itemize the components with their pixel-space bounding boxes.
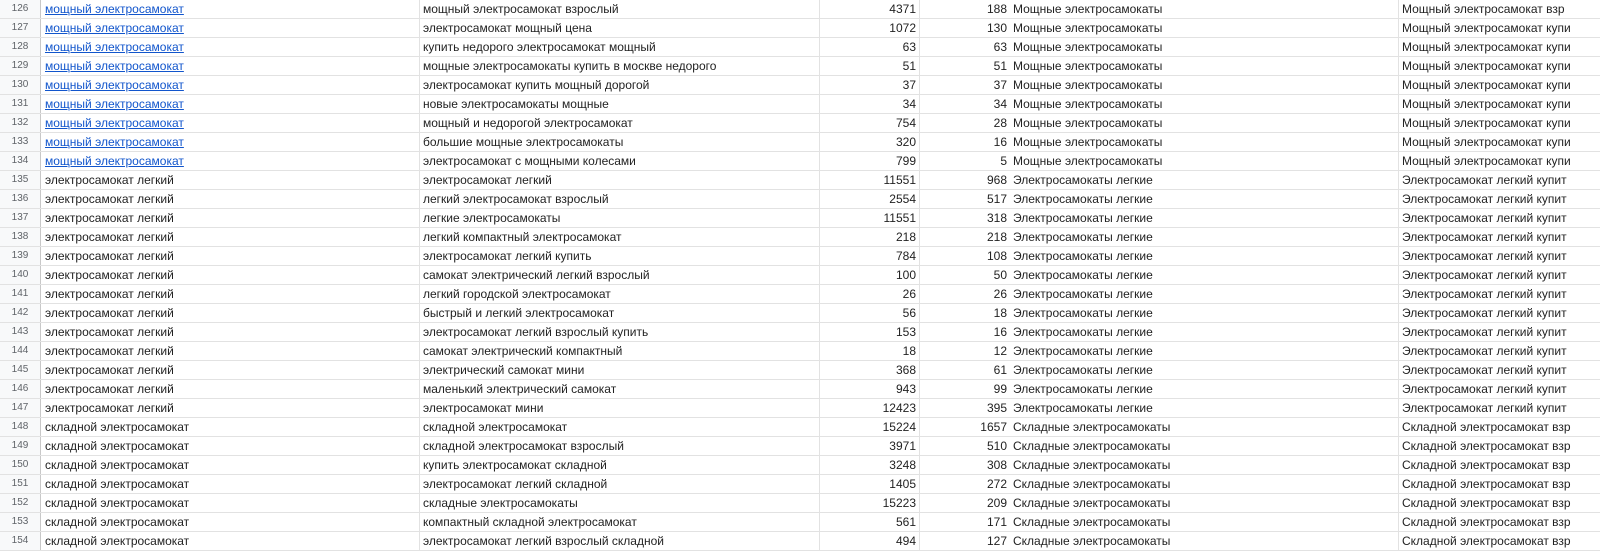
table-row	[0, 532, 1600, 551]
row-number: 144	[0, 342, 41, 360]
table-row	[0, 228, 1600, 247]
cell-frequency[interactable]: 320	[820, 133, 920, 151]
row-number: 147	[0, 399, 41, 417]
row-number: 154	[0, 532, 41, 550]
table-row	[0, 114, 1600, 133]
cell-title[interactable]: Мощный электросамокат купи	[1402, 40, 1571, 54]
cell-group-keyword[interactable]: электросамокат легкий	[41, 228, 420, 246]
table-row	[0, 38, 1600, 57]
cell-group-keyword[interactable]	[41, 57, 420, 75]
cell-title[interactable]: Электросамокат легкий купит	[1402, 344, 1567, 358]
table-row	[0, 399, 1600, 418]
cell-group-keyword[interactable]: электросамокат легкий	[41, 380, 420, 398]
cell-frequency[interactable]: 2554	[820, 190, 920, 208]
cell-exact-frequency[interactable]: 318	[986, 211, 1007, 225]
table-row	[0, 342, 1600, 361]
cell-group-keyword[interactable]: электросамокат легкий	[41, 323, 420, 341]
row-number: 130	[0, 76, 41, 94]
cell-exact-frequency[interactable]: 108	[986, 249, 1007, 263]
row-number: 138	[0, 228, 41, 246]
cell-frequency[interactable]: 1072	[820, 19, 920, 37]
cell-keyword[interactable]: электросамокат мощный цена	[420, 19, 820, 37]
cell-group-keyword[interactable]: электросамокат легкий	[41, 342, 420, 360]
cell-category[interactable]: Электросамокаты легкие	[1010, 247, 1399, 265]
cell-category[interactable]: Электросамокаты легкие	[1010, 285, 1399, 303]
cell-category[interactable]: Мощные электросамокаты	[1010, 0, 1399, 18]
cell-exact-frequency[interactable]: 50	[993, 268, 1007, 282]
cell-title[interactable]: Мощный электросамокат купи	[1402, 116, 1571, 130]
row-number: 149	[0, 437, 41, 455]
cell-category[interactable]: Электросамокаты легкие	[1010, 171, 1399, 189]
row-number: 131	[0, 95, 41, 113]
table-row	[0, 475, 1600, 494]
cell-exact-frequency[interactable]: 395	[986, 401, 1007, 415]
cell-title[interactable]: Мощный электросамокат купи	[1402, 21, 1571, 35]
cell-frequency[interactable]: 37	[820, 76, 920, 94]
cell-title[interactable]: Электросамокат легкий купит	[1402, 173, 1567, 187]
cell-title[interactable]: Складной электросамокат взр	[1402, 458, 1571, 472]
cell-category[interactable]: Складные электросамокаты	[1010, 494, 1399, 512]
cell-frequency[interactable]: 34	[820, 95, 920, 113]
cell-keyword[interactable]: складные электросамокаты	[420, 494, 820, 512]
cell-frequency[interactable]: 218	[820, 228, 920, 246]
cell-title[interactable]: Складной электросамокат взр	[1402, 496, 1571, 510]
cell-group-keyword[interactable]: электросамокат легкий	[41, 399, 420, 417]
cell-frequency[interactable]: 799	[820, 152, 920, 170]
cell-frequency[interactable]: 784	[820, 247, 920, 265]
cell-keyword[interactable]: электрический самокат мини	[420, 361, 820, 379]
cell-keyword[interactable]: складной электросамокат	[420, 418, 820, 436]
cell-keyword[interactable]: складной электросамокат взрослый	[420, 437, 820, 455]
cell-frequency[interactable]: 494	[820, 532, 920, 550]
cell-link[interactable]: мощный электросамокат	[45, 135, 184, 149]
table-row	[0, 209, 1600, 228]
cell-frequency[interactable]: 26	[820, 285, 920, 303]
cell-category[interactable]: Мощные электросамокаты	[1010, 19, 1399, 37]
cell-exact-frequency[interactable]: 510	[986, 439, 1007, 453]
cell-exact-frequency[interactable]: 1657	[980, 420, 1007, 434]
cell-group-keyword[interactable]: электросамокат легкий	[41, 247, 420, 265]
cell-group-keyword[interactable]: электросамокат легкий	[41, 285, 420, 303]
cell-group-keyword[interactable]	[41, 95, 420, 113]
cell-keyword[interactable]: электросамокат легкий купить	[420, 247, 820, 265]
cell-title[interactable]: Электросамокат легкий купит	[1402, 401, 1567, 415]
cell-group-keyword[interactable]	[41, 0, 420, 18]
table-row	[0, 304, 1600, 323]
cell-frequency[interactable]: 18	[820, 342, 920, 360]
cell-group-keyword[interactable]: складной электросамокат	[41, 456, 420, 474]
cell-title[interactable]: Складной электросамокат взр	[1402, 420, 1571, 434]
cell-exact-frequency[interactable]: 99	[993, 382, 1007, 396]
cell-group-keyword[interactable]	[41, 19, 420, 37]
cell-keyword[interactable]: электросамокат легкий	[420, 171, 820, 189]
cell-category[interactable]: Электросамокаты легкие	[1010, 266, 1399, 284]
row-number: 145	[0, 361, 41, 379]
cell-frequency[interactable]: 63	[820, 38, 920, 56]
table-row	[0, 380, 1600, 399]
cell-keyword[interactable]: электросамокат купить мощный дорогой	[420, 76, 820, 94]
cell-title[interactable]: Складной электросамокат взр	[1402, 534, 1571, 548]
table-row	[0, 247, 1600, 266]
cell-frequency[interactable]: 56	[820, 304, 920, 322]
cell-group-keyword[interactable]: складной электросамокат	[41, 494, 420, 512]
cell-keyword[interactable]: купить недорого электросамокат мощный	[420, 38, 820, 56]
row-number: 132	[0, 114, 41, 132]
cell-keyword[interactable]: мощные электросамокаты купить в москве недорого	[420, 57, 820, 75]
cell-exact-frequency[interactable]: 26	[993, 287, 1007, 301]
cell-keyword[interactable]: электросамокат легкий взрослый складной	[420, 532, 820, 550]
cell-title[interactable]: Мощный электросамокат купи	[1402, 78, 1571, 92]
cell-category[interactable]: Электросамокаты легкие	[1010, 323, 1399, 341]
cell-link[interactable]: мощный электросамокат	[45, 59, 184, 73]
cell-keyword[interactable]: электросамокат легкий взрослый купить	[420, 323, 820, 341]
cell-link[interactable]: мощный электросамокат	[45, 154, 184, 168]
cell-category[interactable]: Электросамокаты легкие	[1010, 304, 1399, 322]
table-row	[0, 152, 1600, 171]
table-row	[0, 494, 1600, 513]
cell-title[interactable]: Электросамокат легкий купит	[1402, 382, 1567, 396]
cell-group-keyword[interactable]	[41, 76, 420, 94]
row-number: 126	[0, 0, 41, 18]
cell-exact-frequency[interactable]: 209	[986, 496, 1007, 510]
row-number: 150	[0, 456, 41, 474]
cell-exact-frequency[interactable]: 218	[986, 230, 1007, 244]
cell-exact-frequency[interactable]: 28	[993, 116, 1007, 130]
cell-title[interactable]: Электросамокат легкий купит	[1402, 230, 1567, 244]
table-row	[0, 285, 1600, 304]
row-number: 136	[0, 190, 41, 208]
cell-keyword[interactable]: самокат электрический легкий взрослый	[420, 266, 820, 284]
cell-exact-frequency[interactable]: 517	[986, 192, 1007, 206]
row-number: 153	[0, 513, 41, 531]
cell-link[interactable]: мощный электросамокат	[45, 40, 184, 54]
cell-title[interactable]: Мощный электросамокат купи	[1402, 59, 1571, 73]
table-row	[0, 323, 1600, 342]
cell-frequency[interactable]: 12423	[820, 399, 920, 417]
cell-exact-frequency[interactable]: 127	[986, 534, 1007, 548]
cell-group-keyword[interactable]	[41, 152, 420, 170]
cell-link[interactable]: мощный электросамокат	[45, 2, 184, 16]
cell-frequency[interactable]: 100	[820, 266, 920, 284]
cell-keyword[interactable]: купить электросамокат складной	[420, 456, 820, 474]
cell-title[interactable]: Мощный электросамокат купи	[1402, 154, 1571, 168]
cell-category[interactable]: Складные электросамокаты	[1010, 456, 1399, 474]
cell-category[interactable]: Мощные электросамокаты	[1010, 152, 1399, 170]
table-row	[0, 456, 1600, 475]
table-row	[0, 76, 1600, 95]
cell-keyword[interactable]: электросамокат легкий складной	[420, 475, 820, 493]
cell-exact-frequency[interactable]: 51	[993, 59, 1007, 73]
cell-category[interactable]: Электросамокаты легкие	[1010, 228, 1399, 246]
cell-title[interactable]: Электросамокат легкий купит	[1402, 249, 1567, 263]
cell-exact-frequency[interactable]: 188	[986, 2, 1007, 16]
cell-category[interactable]: Электросамокаты легкие	[1010, 209, 1399, 227]
row-number: 148	[0, 418, 41, 436]
cell-keyword[interactable]: электросамокат с мощными колесами	[420, 152, 820, 170]
cell-keyword[interactable]: мощный и недорогой электросамокат	[420, 114, 820, 132]
cell-category[interactable]: Складные электросамокаты	[1010, 418, 1399, 436]
cell-frequency[interactable]: 754	[820, 114, 920, 132]
cell-group-keyword[interactable]: складной электросамокат	[41, 475, 420, 493]
row-number: 142	[0, 304, 41, 322]
cell-link[interactable]: мощный электросамокат	[45, 116, 184, 130]
cell-group-keyword[interactable]: электросамокат легкий	[41, 361, 420, 379]
cell-category[interactable]: Электросамокаты легкие	[1010, 342, 1399, 360]
cell-group-keyword[interactable]	[41, 133, 420, 151]
cell-category[interactable]: Мощные электросамокаты	[1010, 133, 1399, 151]
cell-exact-frequency[interactable]: 61	[993, 363, 1007, 377]
table-row	[0, 418, 1600, 437]
row-number: 151	[0, 475, 41, 493]
cell-title[interactable]: Электросамокат легкий купит	[1402, 325, 1567, 339]
cell-exact-frequency[interactable]: 308	[986, 458, 1007, 472]
cell-keyword[interactable]: легкие электросамокаты	[420, 209, 820, 227]
cell-category[interactable]: Мощные электросамокаты	[1010, 38, 1399, 56]
cell-category[interactable]: Складные электросамокаты	[1010, 532, 1399, 550]
cell-exact-frequency[interactable]: 5	[1000, 154, 1007, 168]
cell-group-keyword[interactable]	[41, 38, 420, 56]
table-row	[0, 513, 1600, 532]
table-row	[0, 190, 1600, 209]
cell-keyword[interactable]: компактный складной электросамокат	[420, 513, 820, 531]
cell-exact-frequency[interactable]: 16	[993, 325, 1007, 339]
cell-group-keyword[interactable]: электросамокат легкий	[41, 209, 420, 227]
cell-title[interactable]: Электросамокат легкий купит	[1402, 211, 1567, 225]
table-row	[0, 171, 1600, 190]
row-number: 128	[0, 38, 41, 56]
cell-title[interactable]: Электросамокат легкий купит	[1402, 268, 1567, 282]
table-row	[0, 361, 1600, 380]
cell-exact-frequency[interactable]: 63	[993, 40, 1007, 54]
cell-group-keyword[interactable]: электросамокат легкий	[41, 190, 420, 208]
cell-keyword[interactable]: маленький электрический самокат	[420, 380, 820, 398]
row-number: 137	[0, 209, 41, 227]
cell-frequency[interactable]: 4371	[820, 0, 920, 18]
row-number: 143	[0, 323, 41, 341]
table-row	[0, 266, 1600, 285]
cell-keyword[interactable]: легкий городской электросамокат	[420, 285, 820, 303]
cell-title[interactable]: Мощный электросамокат купи	[1402, 135, 1571, 149]
cell-title[interactable]: Складной электросамокат взр	[1402, 515, 1571, 529]
cell-frequency[interactable]: 11551	[820, 209, 920, 227]
cell-frequency[interactable]: 3971	[820, 437, 920, 455]
cell-group-keyword[interactable]: складной электросамокат	[41, 513, 420, 531]
cell-keyword[interactable]: большие мощные электросамокаты	[420, 133, 820, 151]
table-row	[0, 19, 1600, 38]
cell-exact-frequency[interactable]: 130	[986, 21, 1007, 35]
table-row	[0, 133, 1600, 152]
cell-title[interactable]: Мощный электросамокат купи	[1402, 97, 1571, 111]
cell-category[interactable]: Мощные электросамокаты	[1010, 76, 1399, 94]
cell-category[interactable]: Электросамокаты легкие	[1010, 361, 1399, 379]
cell-frequency[interactable]: 15223	[820, 494, 920, 512]
cell-link[interactable]: мощный электросамокат	[45, 97, 184, 111]
table-row	[0, 95, 1600, 114]
cell-group-keyword[interactable]: электросамокат легкий	[41, 266, 420, 284]
row-number: 129	[0, 57, 41, 75]
cell-title[interactable]: Электросамокат легкий купит	[1402, 363, 1567, 377]
table-row	[0, 0, 1600, 19]
cell-exact-frequency[interactable]: 272	[986, 477, 1007, 491]
row-number: 133	[0, 133, 41, 151]
cell-category[interactable]: Электросамокаты легкие	[1010, 380, 1399, 398]
table-row	[0, 437, 1600, 456]
row-number: 139	[0, 247, 41, 265]
cell-keyword[interactable]: легкий электросамокат взрослый	[420, 190, 820, 208]
cell-frequency[interactable]: 153	[820, 323, 920, 341]
row-number: 141	[0, 285, 41, 303]
cell-keyword[interactable]: быстрый и легкий электросамокат	[420, 304, 820, 322]
cell-keyword[interactable]: новые электросамокаты мощные	[420, 95, 820, 113]
cell-frequency[interactable]: 1405	[820, 475, 920, 493]
cell-frequency[interactable]: 15224	[820, 418, 920, 436]
cell-exact-frequency[interactable]: 171	[986, 515, 1007, 529]
cell-group-keyword[interactable]: складной электросамокат	[41, 418, 420, 436]
cell-exact-frequency[interactable]: 16	[993, 135, 1007, 149]
cell-exact-frequency[interactable]: 37	[993, 78, 1007, 92]
cell-exact-frequency[interactable]: 968	[986, 173, 1007, 187]
cell-category[interactable]: Мощные электросамокаты	[1010, 57, 1399, 75]
cell-link[interactable]: мощный электросамокат	[45, 21, 184, 35]
cell-frequency[interactable]: 51	[820, 57, 920, 75]
cell-group-keyword[interactable]: электросамокат легкий	[41, 304, 420, 322]
cell-category[interactable]: Электросамокаты легкие	[1010, 399, 1399, 417]
cell-title[interactable]: Электросамокат легкий купит	[1402, 306, 1567, 320]
row-number: 146	[0, 380, 41, 398]
cell-keyword[interactable]: мощный электросамокат взрослый	[420, 0, 820, 18]
cell-group-keyword[interactable]: складной электросамокат	[41, 437, 420, 455]
cell-group-keyword[interactable]: электросамокат легкий	[41, 171, 420, 189]
cell-keyword[interactable]: электросамокат мини	[420, 399, 820, 417]
row-number: 134	[0, 152, 41, 170]
cell-exact-frequency[interactable]: 18	[993, 306, 1007, 320]
cell-frequency[interactable]: 561	[820, 513, 920, 531]
cell-frequency[interactable]: 11551	[820, 171, 920, 189]
cell-group-keyword[interactable]: складной электросамокат	[41, 532, 420, 550]
cell-category[interactable]: Складные электросамокаты	[1010, 475, 1399, 493]
cell-category[interactable]: Мощные электросамокаты	[1010, 114, 1399, 132]
cell-title[interactable]: Электросамокат легкий купит	[1402, 287, 1567, 301]
cell-title[interactable]: Электросамокат легкий купит	[1402, 192, 1567, 206]
cell-frequency[interactable]: 3248	[820, 456, 920, 474]
cell-title[interactable]: Складной электросамокат взр	[1402, 477, 1571, 491]
row-number: 152	[0, 494, 41, 512]
cell-exact-frequency[interactable]: 34	[993, 97, 1007, 111]
cell-keyword[interactable]: легкий компактный электросамокат	[420, 228, 820, 246]
row-number: 127	[0, 19, 41, 37]
cell-title[interactable]: Складной электросамокат взр	[1402, 439, 1571, 453]
cell-frequency[interactable]: 943	[820, 380, 920, 398]
cell-frequency[interactable]: 368	[820, 361, 920, 379]
row-number: 140	[0, 266, 41, 284]
cell-title[interactable]: Мощный электросамокат взр	[1402, 2, 1565, 16]
cell-category[interactable]: Электросамокаты легкие	[1010, 190, 1399, 208]
cell-exact-frequency[interactable]: 12	[993, 344, 1007, 358]
row-number: 135	[0, 171, 41, 189]
table-row	[0, 57, 1600, 76]
cell-link[interactable]: мощный электросамокат	[45, 78, 184, 92]
cell-category[interactable]: Складные электросамокаты	[1010, 513, 1399, 531]
cell-keyword[interactable]: самокат электрический компактный	[420, 342, 820, 360]
cell-group-keyword[interactable]	[41, 114, 420, 132]
cell-category[interactable]: Складные электросамокаты	[1010, 437, 1399, 455]
cell-category[interactable]: Мощные электросамокаты	[1010, 95, 1399, 113]
